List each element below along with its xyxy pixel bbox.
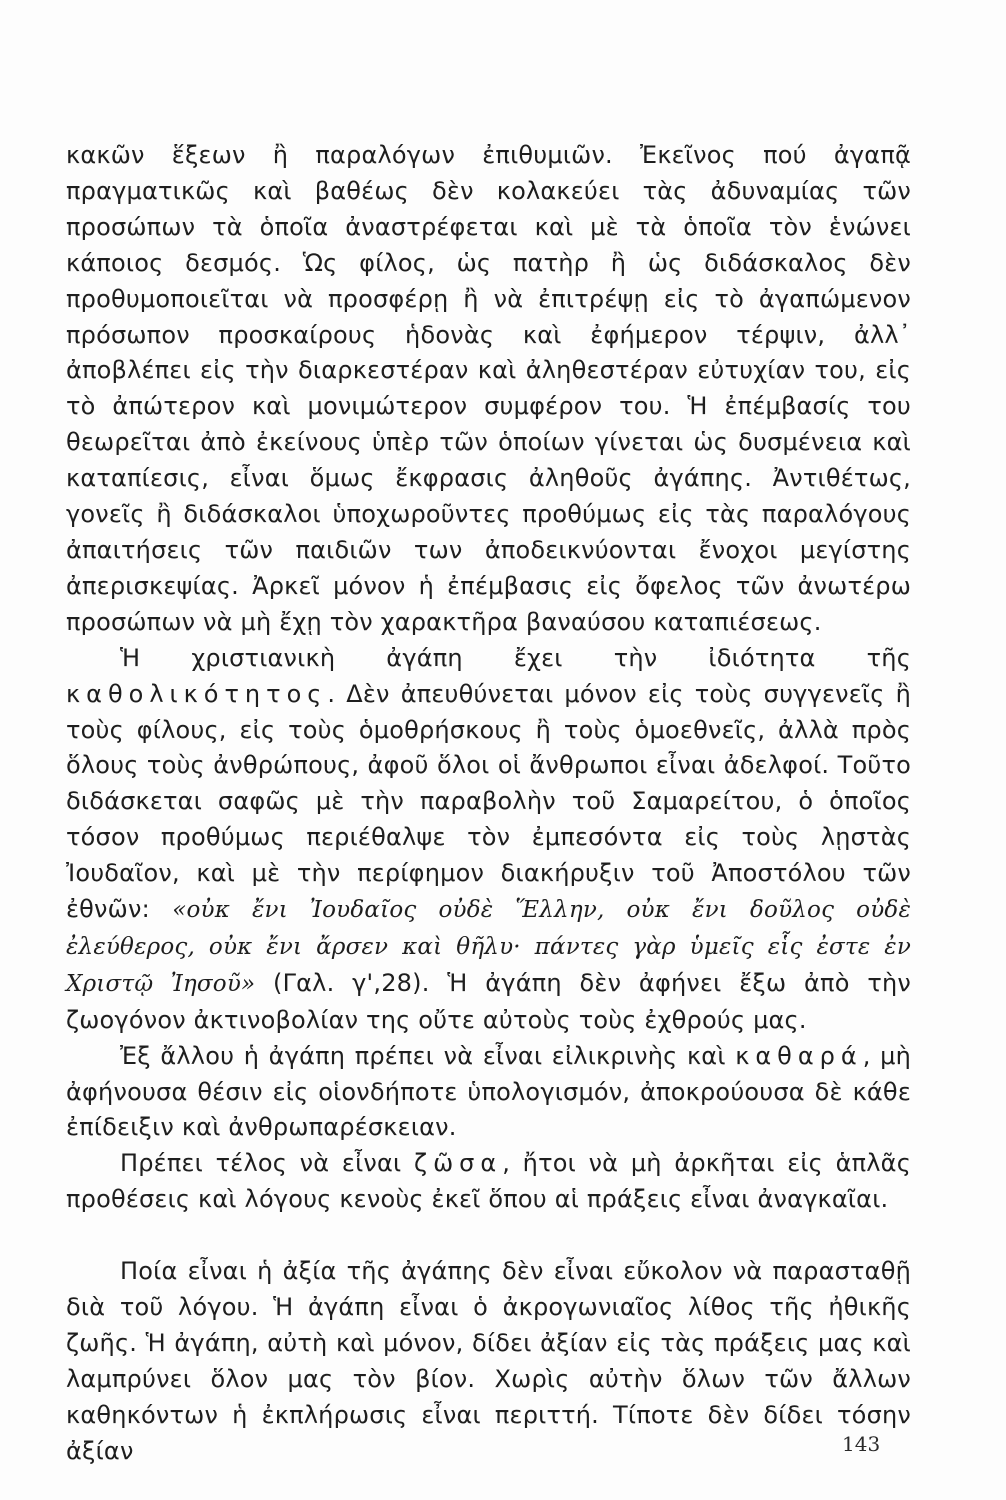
paragraph-value-of-love — [66, 1254, 911, 1469]
page-number: 143 — [842, 1432, 881, 1456]
paragraph-living — [66, 1146, 911, 1218]
paragraph-1 — [66, 138, 911, 641]
paragraph-2-intro: Ἡ χριστιανικὴ ἀγάπη ἔχει τὴν ἰδιότητα τῆς — [120, 643, 911, 672]
paragraph-4-intro: Πρέπει τέλος νὰ εἶναι — [120, 1149, 402, 1178]
paragraph-1-text: κακῶν ἕξεων ἢ παραλόγων ἐπιθυμιῶν. Ἐκεῖνος πού ἀγαπᾷ πραγματικῶς καὶ βαθέως δὲν κολακεύει τὰς ἀδυναμίας τῶν προσώπων τὰ ὁποῖα ἀναστρέφεται καὶ μὲ τὰ ὁποῖα τὸν ἑνώνει κάποιος δεσμός. Ὡς φίλος, ὡς πατὴρ ἢ ὡς διδάσκαλος δὲν προθυμοποιεῖται νὰ προσφέρῃ ἢ νὰ ἐπιτρέψῃ εἰς τὸ ἀγαπώμενον πρόσωπον προσκαίρους ἡδονὰς καὶ ἐφήμερον τέρψιν, ἀλλ᾽ ἀποβλέπει εἰς τὴν διαρκεστέραν καὶ ἀληθεστέραν εὐτυχίαν του, εἰς τὸ ἀπώτερον καὶ μονιμώτερον συμφέρον του. Ἡ ἐπέμβασίς του θεωρεῖται ἀπὸ ἐκείνους ὑπὲρ τῶν ὁποίων γίνεται ὡς δυσμένεια καὶ καταπίεσις, εἶναι ὅμως ἔκφρασις ἀληθοῦς ἀγάπης. Ἀντιθέτως, γονεῖς ἢ διδάσκαλοι ὑποχωροῦντες προθύμως εἰς τὰς παραλόγους ἀπαιτήσεις τῶν παιδιῶν των ἀποδεικνύονται ἔνοχοι μεγίστης ἀπερισκεψίας. Ἀρκεῖ μόνον ἡ ἐπέμβασις εἰς ὄφελος τῶν ἀνωτέρω προσώπων νὰ μὴ ἔχῃ τὸν χαρακτῆρα βαναύσου καταπιέσεως. — [66, 141, 911, 636]
emphasis-catholicity: καθολικότητος — [66, 679, 328, 708]
scripture-citation: (Γαλ. γ',28). — [273, 968, 430, 997]
section-gap — [66, 1218, 911, 1254]
paragraph-2-tail: Ἡ ἀγάπη δὲν ἀφήνει ἔξω ἀπὸ τὴν ζωογόνον ἀκτινοβολίαν της οὔτε αὐτοὺς τοὺς ἐχθρούς μας. — [66, 968, 911, 1034]
paragraph-4-body: , ἤτοι νὰ μὴ ἀρκῆται εἰς ἁπλᾶς προθέσεις καὶ λόγους κενοὺς ἐκεῖ ὅπου αἱ πράξεις εἶναι ἀναγκαῖαι. — [66, 1149, 911, 1214]
scripture-quote: «οὐκ ἔνι Ἰουδαῖος οὐδὲ Ἕλλην, οὐκ ἔνι δοῦλος οὐδὲ ἐλεύθερος, οὐκ ἔνι ἄρσεν καὶ θῆλυ· πάντες γὰρ ὑμεῖς εἷς ἐστε ἐν Χριστῷ Ἰησοῦ» — [66, 897, 911, 997]
paragraph-3-body: , μὴ ἀφήνουσα θέσιν εἰς οἱονδήποτε ὑπολογισμόν, ἀποκρούουσα δὲ κάθε ἐπίδειξιν καὶ ἀνθρωπαρέσκειαν. — [66, 1041, 911, 1142]
paragraph-catholicity — [66, 641, 911, 1039]
emphasis-living: ζῶσα — [414, 1149, 503, 1178]
main-text — [66, 138, 911, 1470]
paragraph-5-text: Ποία εἶναι ἡ ἀξία τῆς ἀγάπης δὲν εἶναι εὔκολον νὰ παρασταθῇ διὰ τοῦ λόγου. Ἡ ἀγάπη εἶναι ὁ ἀκρογωνιαῖος λίθος τῆς ἠθικῆς ζωῆς. Ἡ ἀγάπη, αὐτὴ καὶ μόνον, δίδει ἀξίαν εἰς τὰς πράξεις μας καὶ λαμπρύνει ὅλον μας τὸν βίον. Χωρὶς αὐτὴν ὅλων τῶν ἄλλων καθηκόντων ἡ ἐκπλήρωσις εἶναι περιττή. Τίποτε δὲν δίδει τόσην ἀξίαν — [66, 1257, 911, 1465]
emphasis-pure: καθαρά — [735, 1041, 863, 1070]
paragraph-3-intro: Ἐξ ἄλλου ἡ ἀγάπη πρέπει νὰ εἶναι εἰλικρινὴς καὶ — [120, 1041, 726, 1070]
paragraph-2-body: . Δὲν ἀπευθύνεται μόνον εἰς τοὺς συγγενεῖς ἢ τοὺς φίλους, εἰς τοὺς ὁμοθρήσκους ἢ τοὺς ὁμοεθνεῖς, ἀλλὰ πρὸς ὅλους τοὺς ἀνθρώπους, ἀφοῦ ὅλοι οἱ ἄνθρωποι εἶναι ἀδελφοί. Τοῦτο διδάσκεται σαφῶς μὲ τὴν παραβολὴν τοῦ Σαμαρείτου, ὁ ὁποῖος τόσον προθύμως περιέθαλψε τὸν ἐμπεσόντα εἰς τοὺς λῃστὰς Ἰουδαῖον, καὶ μὲ τὴν περίφημον διακήρυξιν τοῦ Ἀποστόλου τῶν ἐθνῶν: — [66, 679, 911, 924]
paragraph-purity — [66, 1039, 911, 1147]
